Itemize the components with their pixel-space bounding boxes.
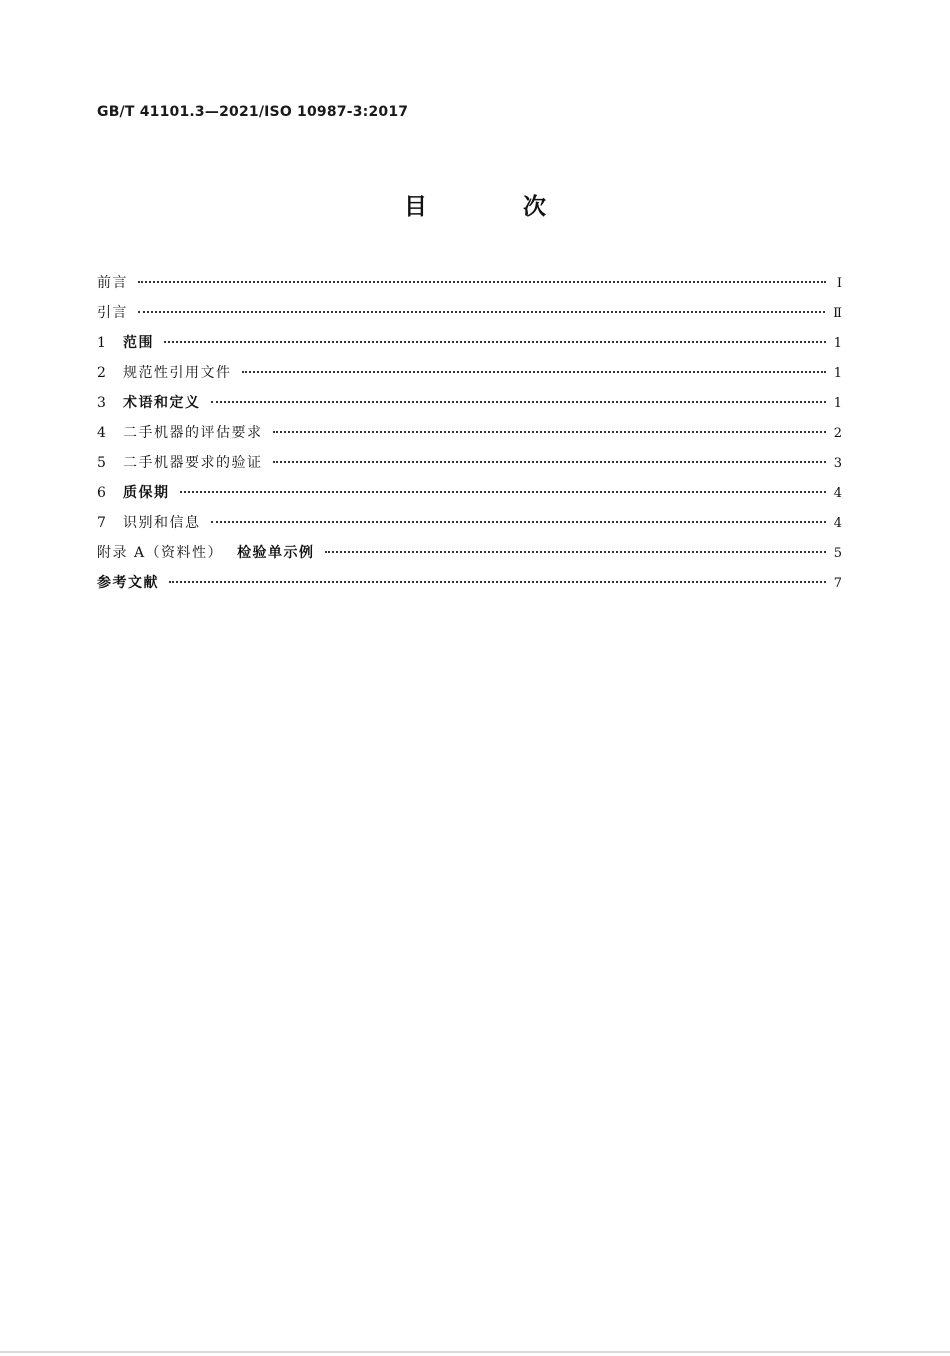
toc-entry-label: 二手机器要求的验证 bbox=[123, 455, 263, 471]
toc-entry-page: 4 bbox=[833, 486, 842, 501]
toc-entry-page: 4 bbox=[833, 516, 842, 531]
toc-title: 目 次 bbox=[403, 194, 590, 220]
toc-entry-number: 2 bbox=[97, 365, 106, 381]
toc-entry-label: 引言 bbox=[97, 305, 128, 321]
toc-dot-leader bbox=[325, 551, 826, 553]
toc-entry-page: 1 bbox=[833, 366, 842, 381]
toc-dot-leader bbox=[169, 581, 826, 583]
toc-entry-number: 1 bbox=[97, 335, 106, 351]
toc-entry-label bbox=[97, 538, 315, 568]
toc-dot-leader bbox=[180, 491, 826, 493]
toc-entry-verification[interactable] bbox=[97, 448, 842, 478]
toc-entry-warranty[interactable] bbox=[97, 478, 842, 508]
toc-dot-leader bbox=[242, 371, 826, 373]
toc-entry-label: 术语和定义 bbox=[123, 395, 201, 411]
annex-designation: 附录 A（资料性） bbox=[97, 545, 224, 561]
toc-entry-number: 4 bbox=[97, 425, 106, 441]
toc-entry-label: 质保期 bbox=[123, 485, 170, 501]
toc-entry-label: 前言 bbox=[97, 275, 128, 291]
standard-number-header: GB/T 41101.3—2021/ISO 10987-3:2017 bbox=[97, 104, 409, 120]
toc-entry-normative-references[interactable] bbox=[97, 358, 842, 388]
toc-dot-leader bbox=[211, 401, 826, 403]
toc-entry-page: 5 bbox=[833, 546, 842, 561]
toc-entry-number: 6 bbox=[97, 485, 106, 501]
toc-entry-page: 1 bbox=[833, 336, 842, 351]
toc-entry-page: Ⅱ bbox=[833, 306, 842, 321]
toc-entry-assessment-requirements[interactable] bbox=[97, 418, 842, 448]
toc-entry-page: 3 bbox=[833, 456, 842, 471]
toc-entry-label: 规范性引用文件 bbox=[123, 365, 232, 381]
toc-entry-annex-a[interactable] bbox=[97, 538, 842, 568]
page-bottom-edge bbox=[0, 1351, 950, 1353]
toc-entry-foreword[interactable] bbox=[97, 268, 842, 298]
toc-entry-scope[interactable] bbox=[97, 328, 842, 358]
toc-entry-bibliography[interactable] bbox=[97, 568, 842, 598]
toc-entry-number: 3 bbox=[97, 395, 106, 411]
toc-entry-identification[interactable] bbox=[97, 508, 842, 538]
toc-entry-number: 7 bbox=[97, 515, 106, 531]
table-of-contents bbox=[97, 268, 842, 598]
toc-dot-leader bbox=[138, 281, 826, 283]
toc-entry-number: 5 bbox=[97, 455, 106, 471]
toc-entry-introduction[interactable] bbox=[97, 298, 842, 328]
toc-dot-leader bbox=[273, 461, 826, 463]
toc-entry-label: 参考文献 bbox=[97, 575, 159, 591]
toc-dot-leader bbox=[273, 431, 826, 433]
toc-entry-terms-definitions[interactable] bbox=[97, 388, 842, 418]
toc-entry-label: 识别和信息 bbox=[123, 515, 201, 531]
toc-dot-leader bbox=[164, 341, 826, 343]
toc-entry-page: 7 bbox=[833, 576, 842, 591]
annex-title: 检验单示例 bbox=[237, 545, 315, 561]
toc-entry-label: 二手机器的评估要求 bbox=[123, 425, 263, 441]
toc-dot-leader bbox=[211, 521, 826, 523]
toc-entry-page: 2 bbox=[833, 426, 842, 441]
toc-entry-label: 范围 bbox=[123, 335, 154, 351]
toc-entry-page: 1 bbox=[833, 396, 842, 411]
toc-entry-page: Ⅰ bbox=[836, 276, 842, 291]
toc-dot-leader bbox=[138, 311, 825, 313]
